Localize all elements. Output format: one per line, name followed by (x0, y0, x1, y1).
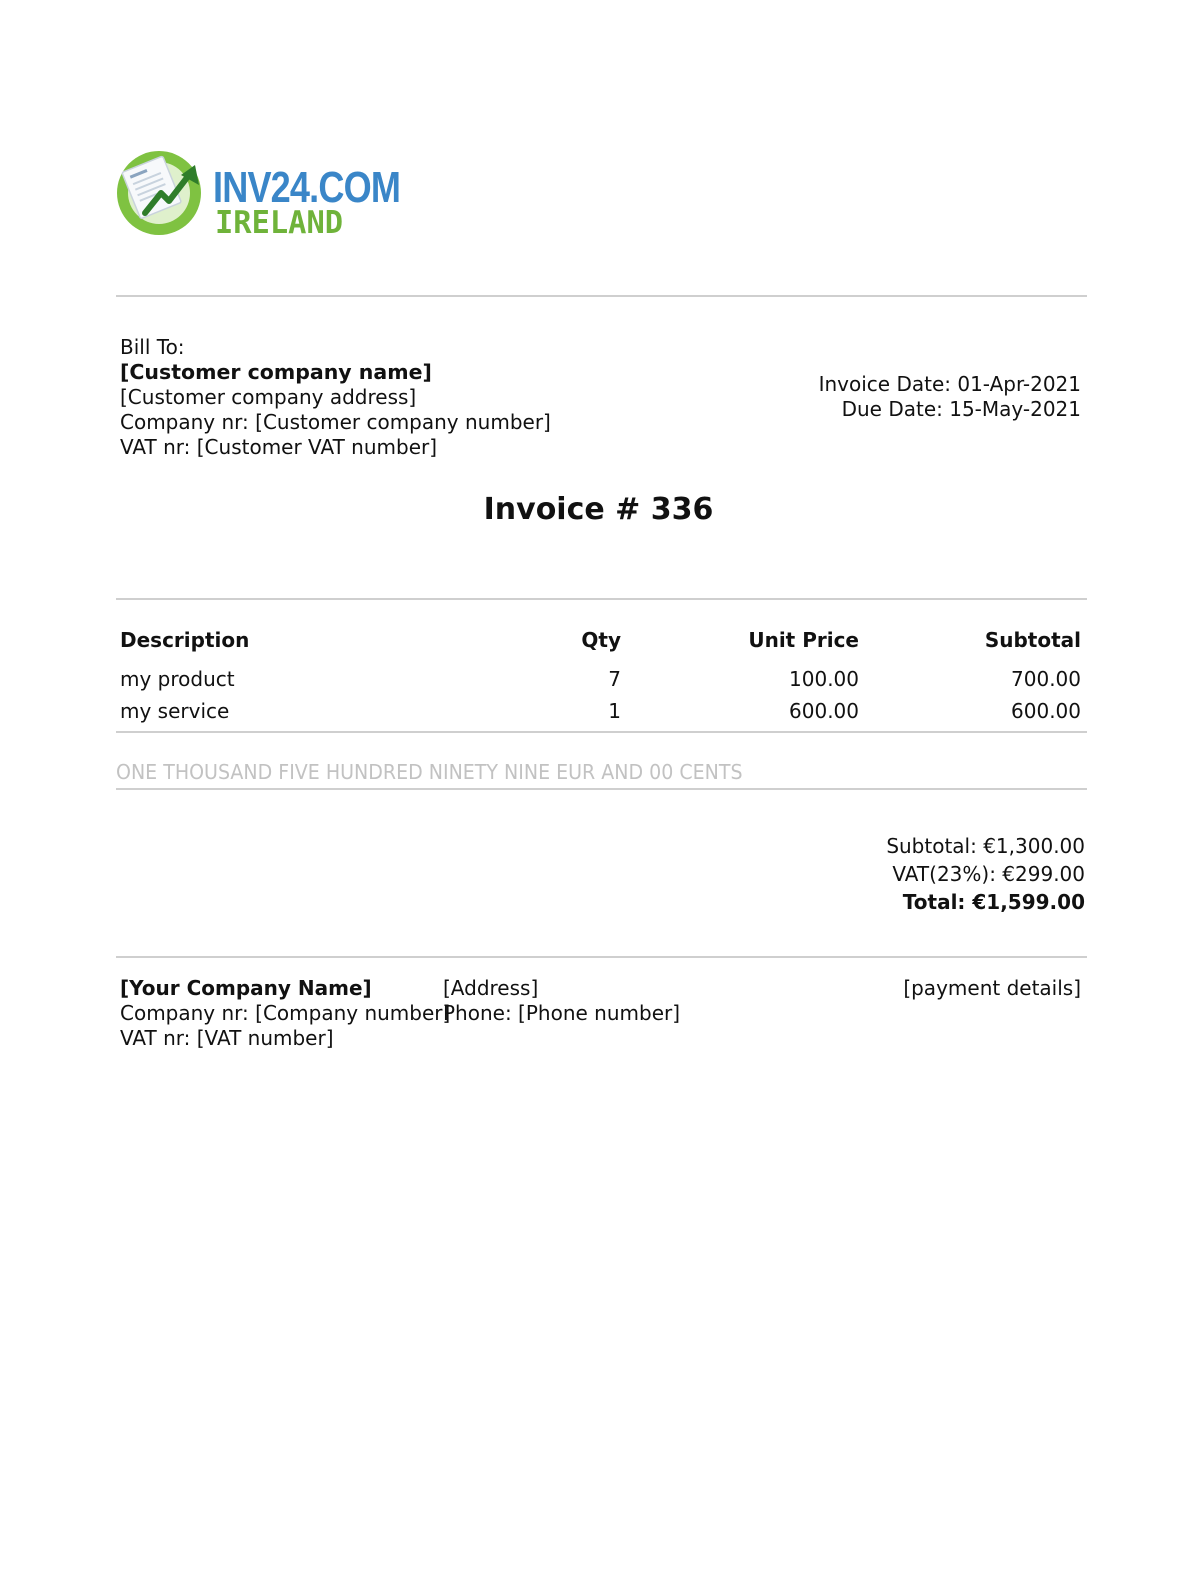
invoice-dates (819, 372, 1081, 422)
footer-address: [Address] (443, 976, 539, 1000)
items-top-divider (116, 598, 1087, 600)
logo-text-primary: INV24.COM (213, 163, 401, 212)
customer-company-name: [Customer company name] (120, 360, 432, 384)
totals-vat: VAT(23%): €299.00 (892, 862, 1085, 886)
footer-divider (116, 956, 1087, 958)
item-subtotal: 600.00 (1011, 699, 1081, 723)
bill-to-label: Bill To: (120, 335, 185, 359)
item-subtotal: 700.00 (1011, 667, 1081, 691)
column-header-qty: Qty (581, 628, 621, 652)
column-header-description: Description (120, 628, 250, 652)
item-description: my service (120, 699, 230, 723)
footer-payment-details: [payment details] (903, 976, 1081, 1000)
item-qty: 1 (608, 699, 621, 723)
header-divider (116, 295, 1087, 297)
company-logo (115, 145, 401, 245)
customer-vat-number: VAT nr: [Customer VAT number] (120, 435, 438, 459)
column-header-subtotal: Subtotal (984, 628, 1081, 652)
footer-company-name: [Your Company Name] (120, 976, 372, 1000)
item-description: my product (120, 667, 235, 691)
invoice-date: Invoice Date: 01-Apr-2021 (818, 372, 1081, 396)
item-qty: 7 (608, 667, 621, 691)
footer-company-number: Company nr: [Company number] (120, 1001, 451, 1025)
totals-total: Total: €1,599.00 (902, 890, 1085, 914)
customer-company-address: [Customer company address] (120, 385, 417, 409)
item-unit-price: 100.00 (789, 667, 859, 691)
invoice-title: Invoice # 336 (483, 492, 714, 527)
due-date: Due Date: 15-May-2021 (841, 397, 1081, 421)
invoice-growth-arrow-icon (115, 145, 211, 241)
totals-subtotal: Subtotal: €1,300.00 (886, 834, 1085, 858)
words-divider (116, 788, 1087, 790)
customer-company-number: Company nr: [Customer company number] (120, 410, 551, 434)
footer-phone: Phone: [Phone number] (443, 1001, 681, 1025)
amount-in-words: ONE THOUSAND FIVE HUNDRED NINETY NINE EUR AND 00 CENTS (116, 760, 743, 784)
column-header-unit-price: Unit Price (748, 628, 859, 652)
item-unit-price: 600.00 (789, 699, 859, 723)
items-bottom-divider (116, 731, 1087, 733)
logo-text-secondary: IRELAND (215, 205, 344, 241)
footer-vat-number: VAT nr: [VAT number] (120, 1026, 334, 1050)
totals-block (886, 832, 1085, 916)
